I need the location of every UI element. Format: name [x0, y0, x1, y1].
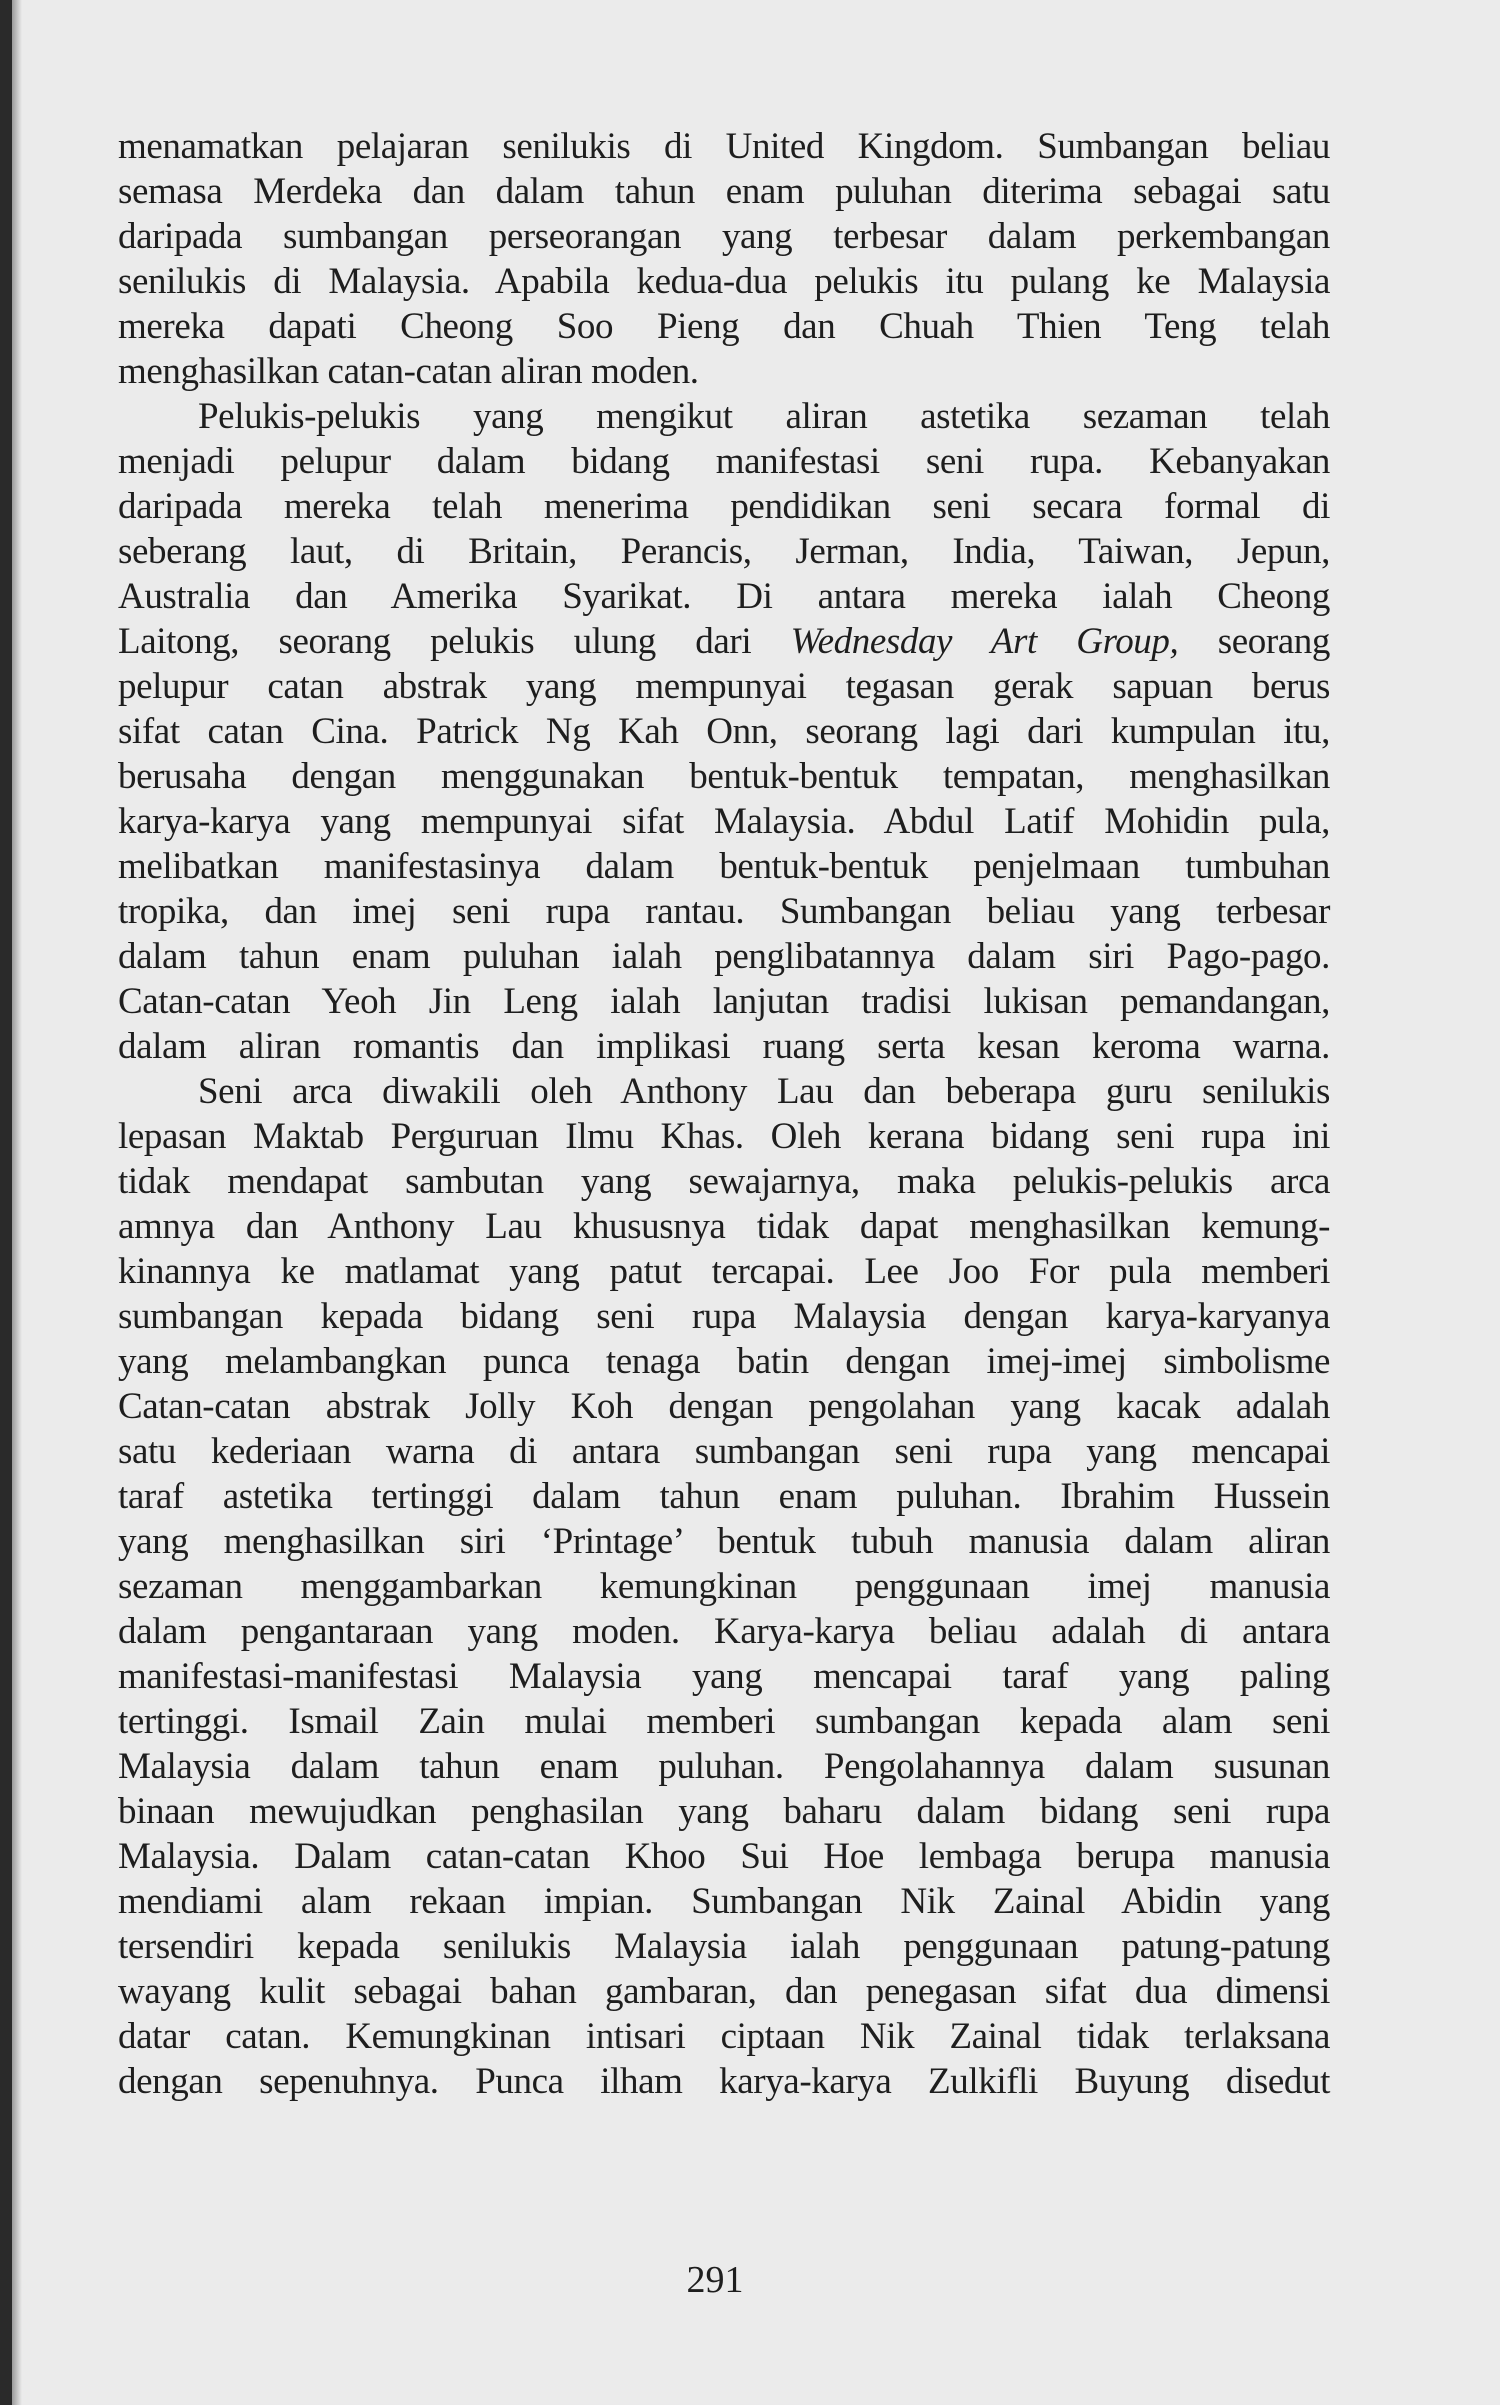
text-line: taraf astetika tertinggi dalam tahun enam puluhan. Ibrahim Hussein [118, 1476, 1330, 1517]
text-line [118, 619, 1330, 664]
text-line: Catan-catan Yeoh Jin Leng ialah lanjutan tradisi lukisan pemandangan, [118, 981, 1330, 1022]
text-line: dengan sepenuhnya. Punca ilham karya-karya Zulkifli Buyung disedut [118, 2061, 1330, 2102]
text-line: tidak mendapat sambutan yang sewajarnya, maka pelukis-pelukis arca [118, 1161, 1330, 1202]
text-line: sumbangan kepada bidang seni rupa Malaysia dengan karya-karyanya [118, 1296, 1330, 1337]
text-line: menghasilkan catan-catan aliran moden. [118, 351, 699, 392]
text-segment: seorang [1178, 621, 1331, 662]
text-line: kinannya ke matlamat yang patut tercapai. Lee Joo For pula memberi [118, 1251, 1330, 1292]
text-line: wayang kulit sebagai bahan gambaran, dan penegasan sifat dua dimensi [118, 1971, 1330, 2012]
text-line: Seni arca diwakili oleh Anthony Lau dan beberapa guru senilukis [198, 1071, 1330, 1112]
text-line: semasa Merdeka dan dalam tahun enam puluhan diterima sebagai satu [118, 171, 1330, 212]
text-line: datar catan. Kemungkinan intisari ciptaan Nik Zainal tidak terlaksana [118, 2016, 1330, 2057]
text-line: senilukis di Malaysia. Apabila kedua-dua pelukis itu pulang ke Malaysia [118, 261, 1330, 302]
text-line: yang menghasilkan siri ‘Printage’ bentuk tubuh manusia dalam aliran [118, 1521, 1330, 1562]
text-line: Australia dan Amerika Syarikat. Di antara mereka ialah Cheong [118, 576, 1330, 617]
text-line: dalam tahun enam puluhan ialah penglibatannya dalam siri Pago-pago. [118, 936, 1330, 977]
text-line: pelupur catan abstrak yang mempunyai tegasan gerak sapuan berus [118, 666, 1330, 707]
text-line: binaan mewujudkan penghasilan yang baharu dalam bidang seni rupa [118, 1791, 1330, 1832]
page-number: 291 [686, 2259, 744, 2301]
text-line: dalam aliran romantis dan implikasi ruang serta kesan keroma warna. [118, 1026, 1330, 1067]
text-line: menamatkan pelajaran senilukis di United Kingdom. Sumbangan beliau [118, 126, 1330, 167]
text-line: Malaysia. Dalam catan-catan Khoo Sui Hoe lembaga berupa manusia [118, 1836, 1330, 1877]
text-line: menjadi pelupur dalam bidang manifestasi seni rupa. Kebanyakan [118, 441, 1330, 482]
text-line: tropika, dan imej seni rupa rantau. Sumbangan beliau yang terbesar [118, 891, 1330, 932]
text-line: satu kederiaan warna di antara sumbangan seni rupa yang mencapai [118, 1431, 1330, 1472]
text-line: sifat catan Cina. Patrick Ng Kah Onn, seorang lagi dari kumpulan itu, [118, 711, 1330, 752]
text-line: Catan-catan abstrak Jolly Koh dengan pengolahan yang kacak adalah [118, 1386, 1330, 1427]
paragraph [118, 1069, 1330, 2104]
text-line: berusaha dengan menggunakan bentuk-bentuk tempatan, menghasilkan [118, 756, 1330, 797]
text-line: seberang laut, di Britain, Perancis, Jerman, India, Taiwan, Jepun, [118, 531, 1330, 572]
text-line: tertinggi. Ismail Zain mulai memberi sumbangan kepada alam seni [118, 1701, 1330, 1742]
text-line: sezaman menggambarkan kemungkinan penggunaan imej manusia [118, 1566, 1330, 1607]
text-line: manifestasi-manifestasi Malaysia yang mencapai taraf yang paling [118, 1656, 1330, 1697]
text-line: mereka dapati Cheong Soo Pieng dan Chuah Thien Teng telah [118, 306, 1330, 347]
text-line: lepasan Maktab Perguruan Ilmu Khas. Oleh kerana bidang seni rupa ini [118, 1116, 1330, 1157]
text-line: Pelukis-pelukis yang mengikut aliran astetika sezaman telah [198, 396, 1330, 437]
text-line: dalam pengantaraan yang moden. Karya-karya beliau adalah di antara [118, 1611, 1330, 1652]
text-segment: Laitong, seorang pelukis ulung dari [118, 621, 791, 662]
text-line: yang melambangkan punca tenaga batin dengan imej-imej simbolisme [118, 1341, 1330, 1382]
text-line: Malaysia dalam tahun enam puluhan. Pengolahannya dalam susunan [118, 1746, 1330, 1787]
paragraph [118, 394, 1330, 1069]
page-binding-shadow [12, 0, 22, 2405]
text-line: melibatkan manifestasinya dalam bentuk-bentuk penjelmaan tumbuhan [118, 846, 1330, 887]
text-line: mendiami alam rekaan impian. Sumbangan Nik Zainal Abidin yang [118, 1881, 1330, 1922]
text-line: daripada sumbangan perseorangan yang terbesar dalam perkembangan [118, 216, 1330, 257]
body-text [118, 124, 1330, 2104]
italic-group-name: Wednesday Art Group, [790, 621, 1179, 662]
text-line: karya-karya yang mempunyai sifat Malaysia. Abdul Latif Mohidin pula, [118, 801, 1330, 842]
text-line: amnya dan Anthony Lau khususnya tidak dapat menghasilkan kemung- [118, 1206, 1330, 1247]
page-binding-edge [0, 0, 12, 2405]
paragraph [118, 124, 1330, 394]
text-line: daripada mereka telah menerima pendidikan seni secara formal di [118, 486, 1330, 527]
text-line: tersendiri kepada senilukis Malaysia ialah penggunaan patung-patung [118, 1926, 1330, 1967]
